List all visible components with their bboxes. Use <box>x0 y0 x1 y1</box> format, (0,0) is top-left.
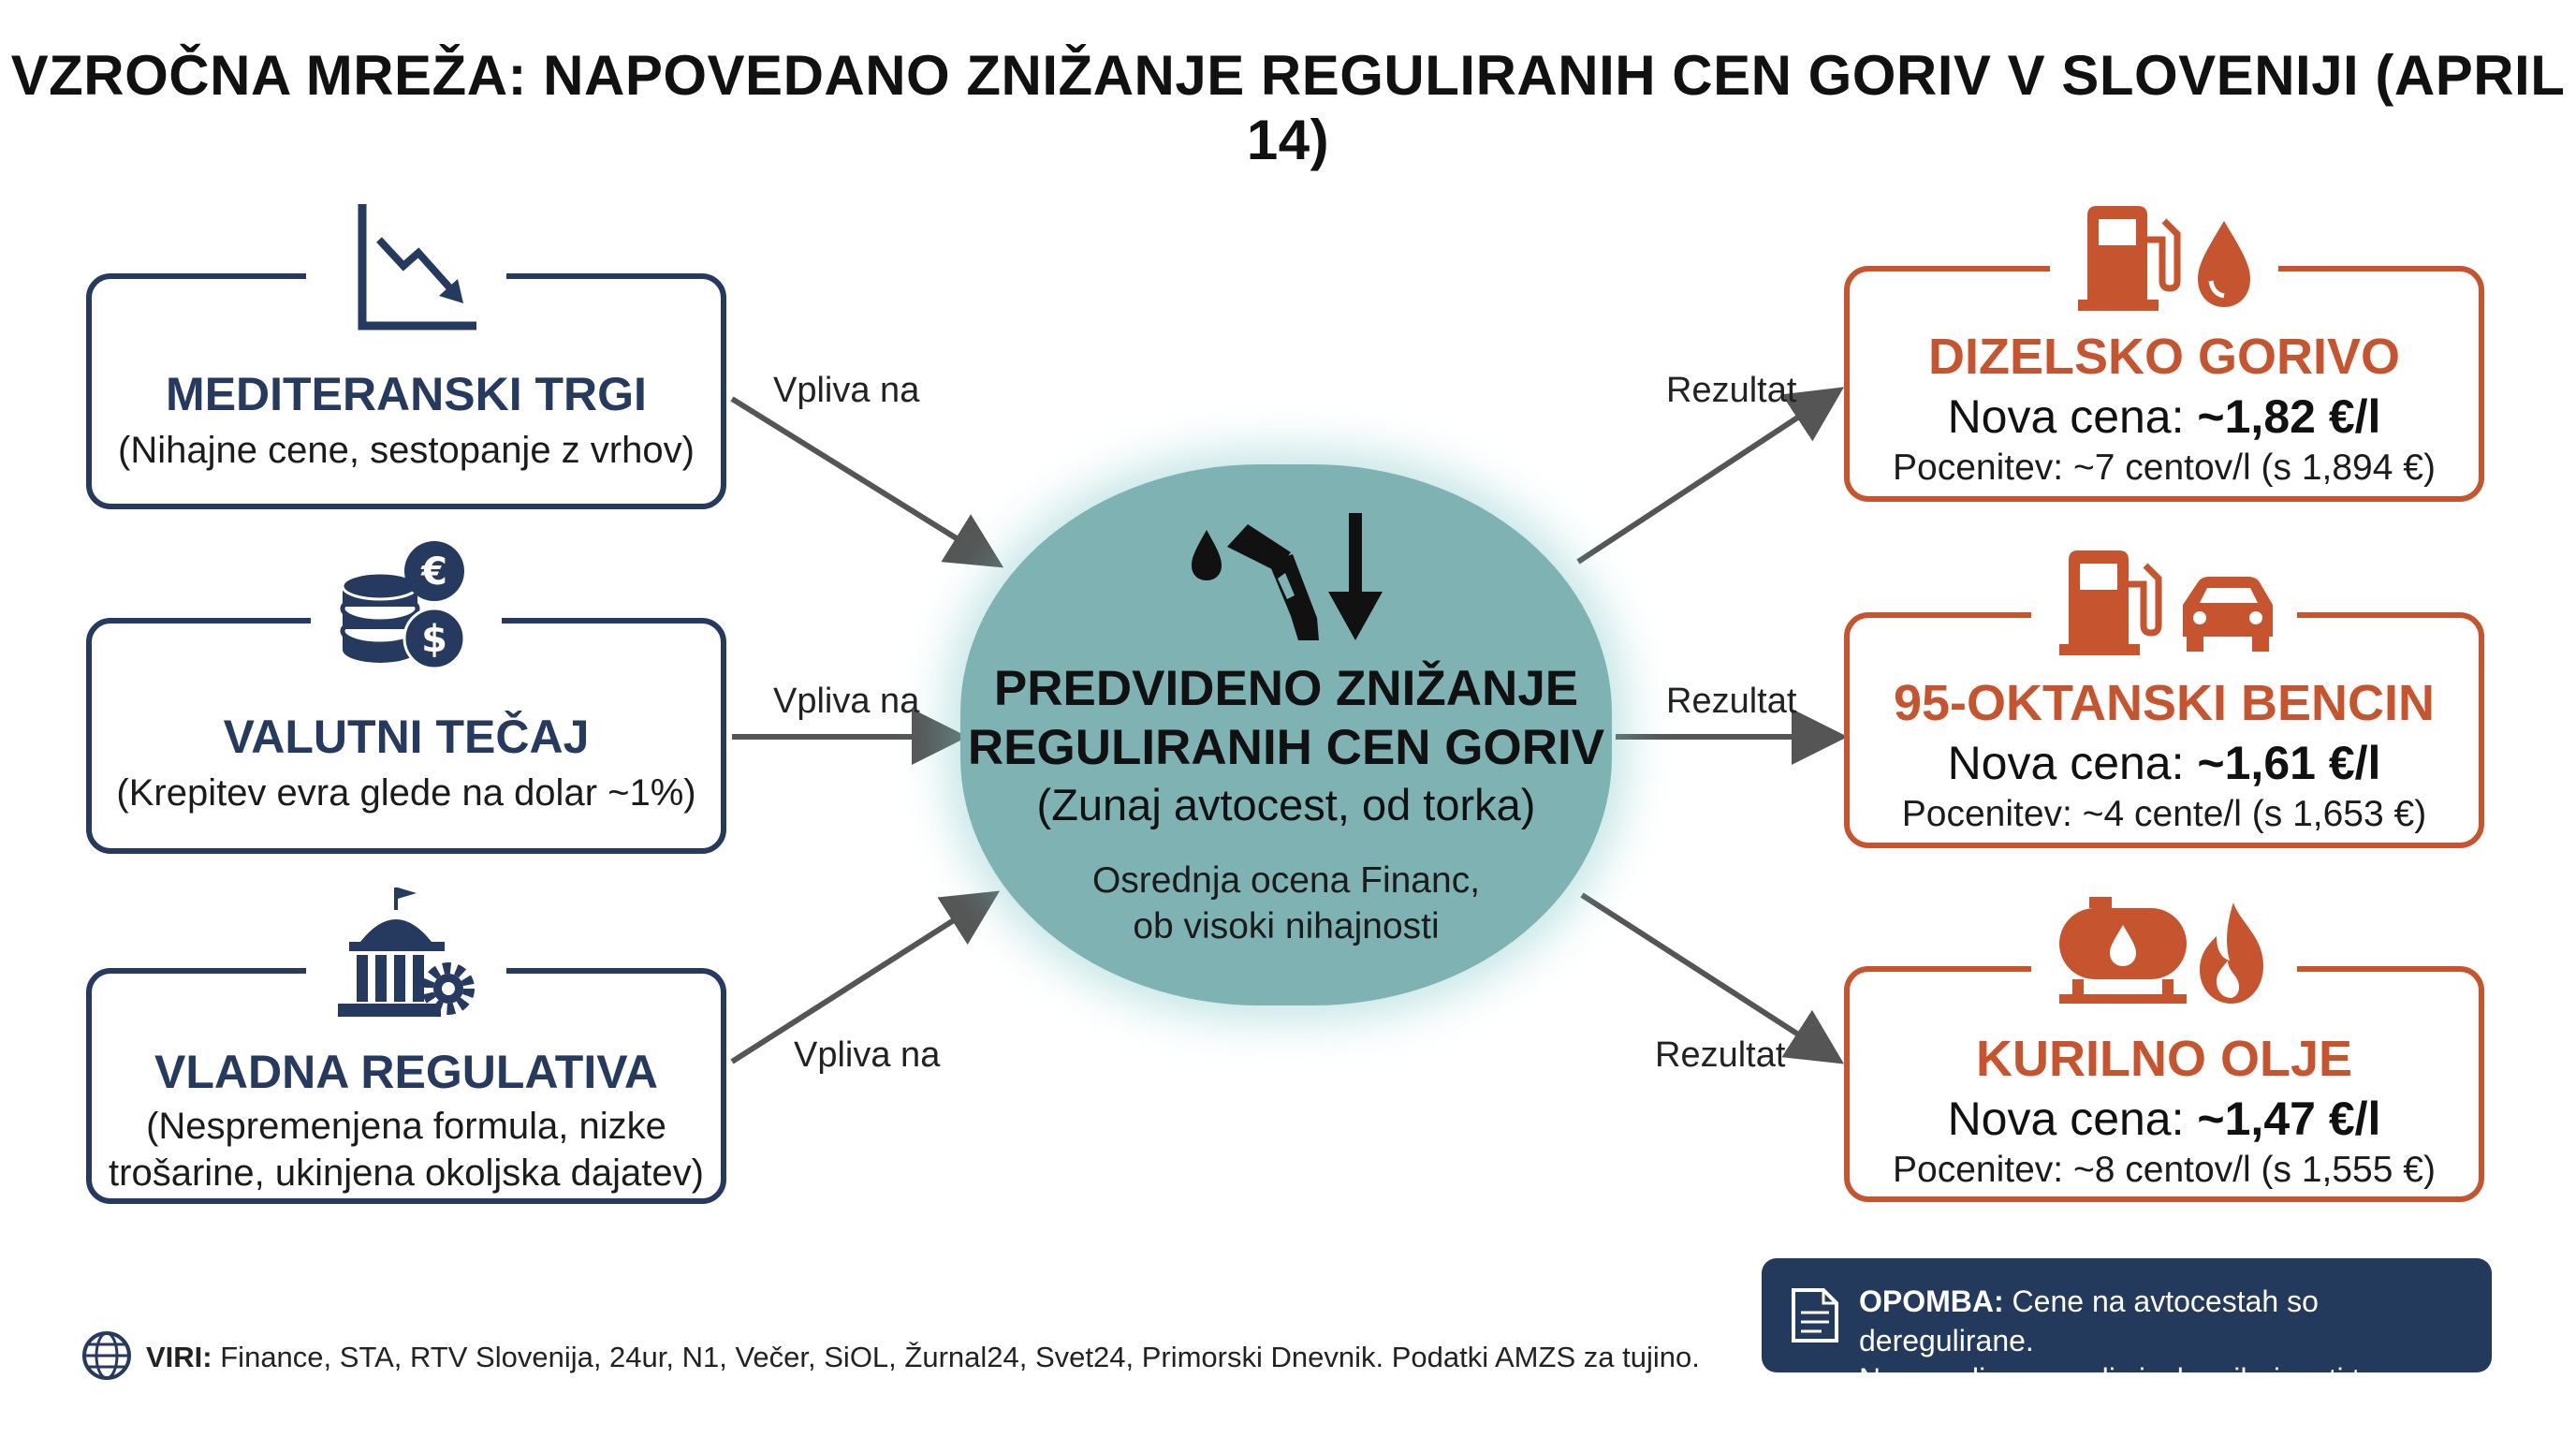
edge-label-regulation: Vpliva na <box>794 1035 941 1075</box>
note-line-1-text: Cene na avtocestah so deregulirane. <box>1859 1284 2319 1357</box>
note-text <box>1859 1283 2492 1438</box>
cause-box-regulation <box>86 968 726 1204</box>
svg-text:€: € <box>421 550 447 594</box>
edge-label-heating-oil: Rezultat <box>1655 1035 1786 1075</box>
edge-label-markets: Vpliva na <box>773 371 920 410</box>
edge-label-currency: Vpliva na <box>773 682 920 721</box>
sources-text: Finance, STA, RTV Slovenija, 24ur, N1, Večer, SiOL, Žurnal24, Svet24, Primorski Dnevnik. Podatki AMZS za tujino. <box>220 1341 1700 1373</box>
document-icon <box>1790 1286 1840 1349</box>
oil-tank-flame-icon <box>2031 895 2297 1012</box>
effect-price <box>1850 389 2479 444</box>
cause-title: MEDITERANSKI TRGI <box>166 368 647 420</box>
price-value: ~1,82 €/l <box>2197 390 2381 443</box>
central-hub <box>960 464 1612 1005</box>
price-label: Nova cena: <box>1947 737 2185 789</box>
globe-icon <box>80 1329 133 1387</box>
effect-box-petrol <box>1844 612 2484 848</box>
price-value: ~1,61 €/l <box>2197 737 2381 789</box>
price-value: ~1,47 €/l <box>2197 1093 2381 1145</box>
note-line-2: Napovedi so zaradi visoke nihajnosti trga otežene. <box>1859 1362 2404 1435</box>
arrow-hub-to-diesel <box>1578 393 1835 562</box>
hub-subtitle: (Zunaj avtocest, od torka) <box>1036 780 1536 830</box>
effect-box-diesel <box>1844 266 2484 502</box>
cause-box-currency <box>86 550 726 854</box>
fuel-pump-drop-icon <box>2050 202 2278 319</box>
price-label: Nova cena: <box>1947 1093 2185 1145</box>
effect-saving: Pocenitev: ~7 centov/l (s 1,894 €) <box>1893 448 2436 488</box>
cause-subtitle: (Krepitev evra glede na dolar ~1%) <box>116 772 696 814</box>
effect-box-heating-oil <box>1844 966 2484 1202</box>
hub-title-line-2: REGULIRANIH CEN GORIV <box>967 719 1605 775</box>
fuel-nozzle-down-icon <box>960 506 1612 651</box>
cause-subtitle-line-2: trošarine, ukinjena okoljska dajatev) <box>109 1152 704 1194</box>
price-label: Nova cena: <box>1947 390 2185 443</box>
effect-title: DIZELSKO GORIVO <box>1927 329 2401 385</box>
hub-title-line-1: PREDVIDENO ZNIŽANJE <box>993 661 1579 716</box>
arrow-hub-to-heating-oil <box>1582 895 1835 1058</box>
note-box <box>1762 1258 2492 1435</box>
cause-subtitle: (Nihajne cene, sestopanje z vrhov) <box>118 430 695 471</box>
hub-note-line-2: ob visoki nihajnosti <box>1133 905 1440 946</box>
cause-box-mediterranean-markets <box>86 273 726 509</box>
note-label: OPOMBA: <box>1859 1284 2004 1318</box>
svg-text:$: $ <box>421 618 447 661</box>
edge-label-diesel: Rezultat <box>1666 371 1797 410</box>
cause-title: VLADNA REGULATIVA <box>154 1046 658 1098</box>
sources-line <box>146 1341 1700 1374</box>
effect-title: 95-OKTANSKI BENCIN <box>1893 675 2436 731</box>
coins-currency-icon <box>311 537 502 682</box>
government-gear-icon <box>306 884 506 1029</box>
effect-title: KURILNO OLJE <box>1975 1031 2353 1087</box>
sources-label: VIRI: <box>146 1341 212 1373</box>
hub-note-line-1: Osrednja ocena Financ, <box>1091 860 1481 902</box>
cause-subtitle-line-1: (Nespremenjena formula, nizke <box>146 1106 666 1147</box>
effect-price <box>1850 736 2479 790</box>
note-line-1 <box>1859 1283 2492 1360</box>
effect-saving: Pocenitev: ~4 cente/l (s 1,653 €) <box>1901 794 2427 834</box>
chart-down-icon <box>306 198 506 344</box>
arrow-markets-to-hub <box>732 399 994 562</box>
fuel-pump-car-icon <box>2031 547 2297 664</box>
effect-saving: Pocenitev: ~8 centov/l (s 1,555 €) <box>1893 1150 2436 1190</box>
page-title: VZROČNA MREŽA: NAPOVEDANO ZNIŽANJE REGULIRANIH CEN GORIV V SLOVENIJI (APRIL 14) <box>10 44 2566 171</box>
effect-price <box>1850 1092 2479 1146</box>
cause-title: VALUTNI TEČAJ <box>223 711 590 763</box>
edge-label-petrol: Rezultat <box>1666 682 1797 721</box>
